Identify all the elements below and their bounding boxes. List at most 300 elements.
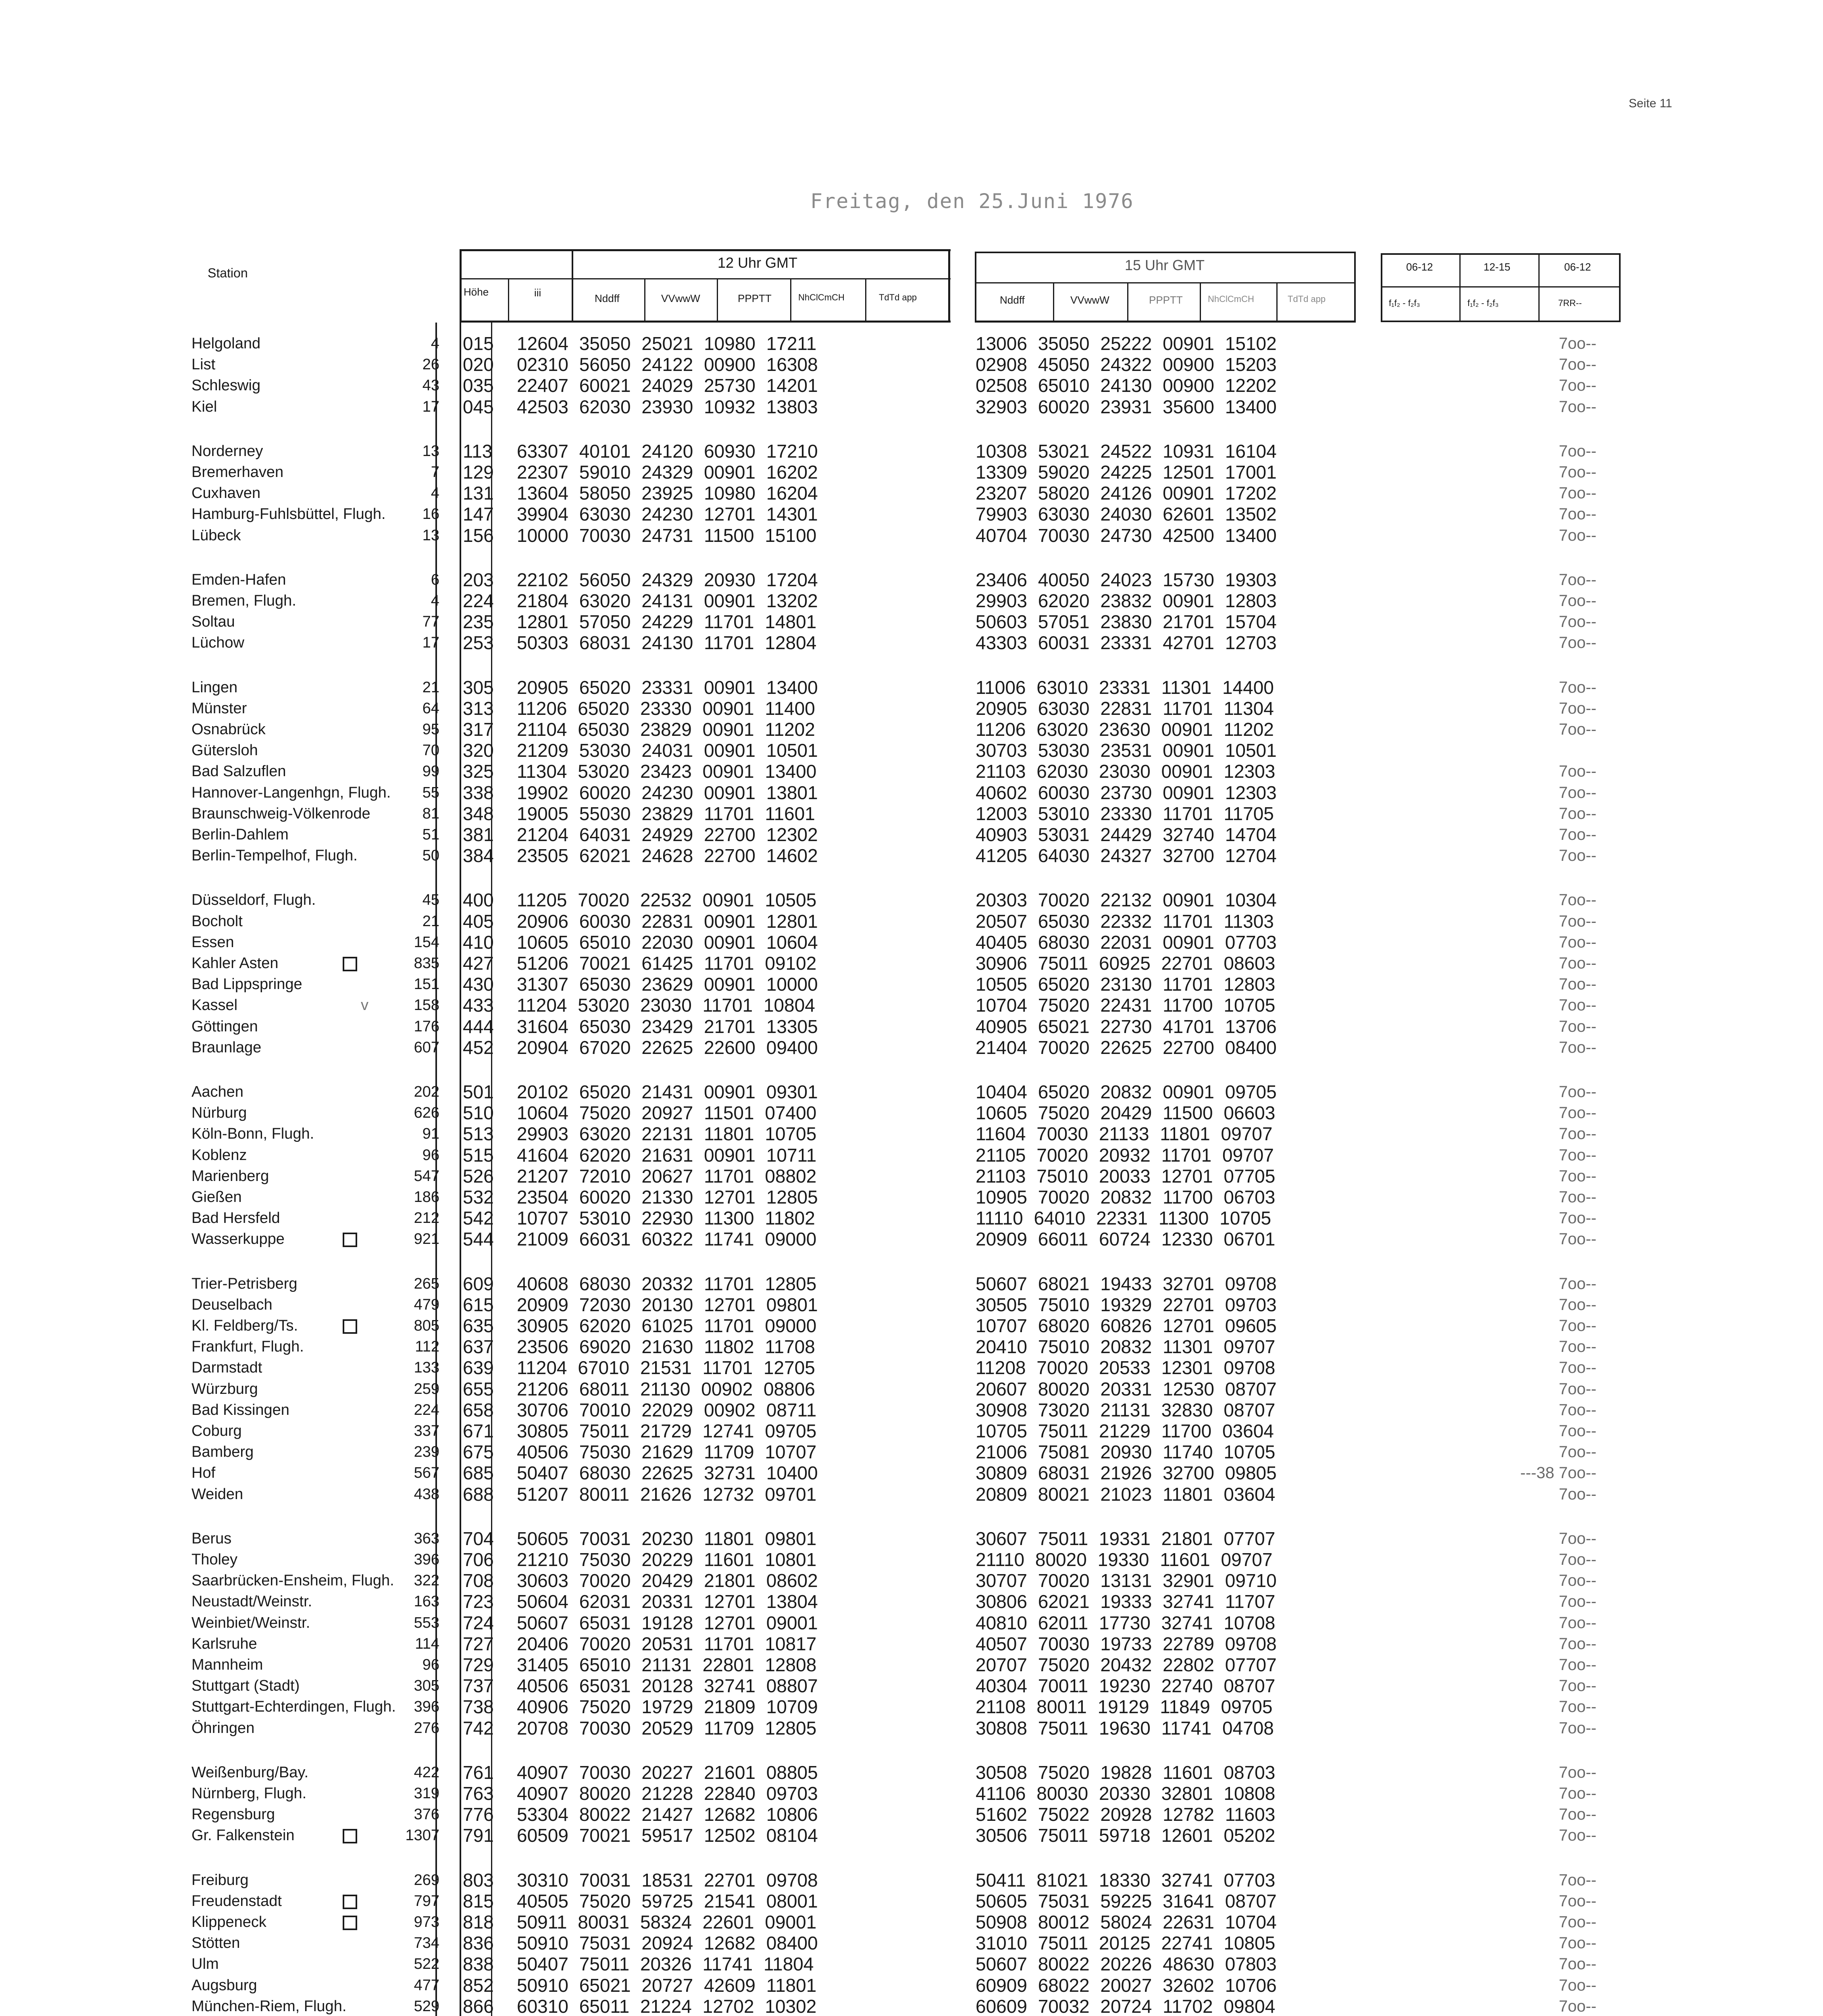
obs-15-utc: 30809 68031 21926 32700 09805: [976, 1462, 1277, 1484]
range-code: 7oo--: [1559, 1572, 1596, 1590]
obs-15-utc: 20707 75020 20432 22802 07707: [976, 1654, 1277, 1675]
station-name: Göttingen: [191, 1018, 258, 1035]
station-height: 239: [414, 1443, 439, 1461]
obs-15-utc: 10705 75011 21229 11700 03604: [976, 1420, 1274, 1441]
station-name: Braunschweig-Völkenrode: [191, 805, 370, 822]
station-name: Stötten: [191, 1935, 240, 1952]
obs-12-utc: 20909 72030 20130 12701 09801: [517, 1294, 818, 1315]
checkbox-icon: [343, 1916, 357, 1930]
range-code: 7oo--: [1559, 1806, 1596, 1824]
station-height: 224: [414, 1401, 439, 1418]
header-range-1: 06-12: [1406, 261, 1433, 273]
range-code: 7oo--: [1559, 1551, 1596, 1568]
station-iii: 444: [463, 1016, 494, 1037]
station-name: Tholey: [191, 1551, 238, 1568]
obs-15-utc: 40810 62011 17730 32741 10708: [976, 1612, 1276, 1633]
station-name: Bad Salzuflen: [191, 763, 286, 780]
obs-12-utc: 22102 56050 24329 20930 17204: [517, 569, 818, 590]
obs-15-utc: 50605 75031 59225 31641 08707: [976, 1890, 1277, 1912]
station-height: 438: [414, 1485, 439, 1503]
obs-15-utc: 32903 60020 23931 35600 13400: [976, 396, 1277, 417]
obs-15-utc: 20905 63030 22831 11701 11304: [976, 698, 1274, 719]
obs-15-utc: 02908 45050 24322 00900 15203: [976, 354, 1277, 375]
station-iii: 776: [463, 1804, 494, 1825]
station-name: Bremen, Flugh.: [191, 592, 296, 609]
station-height: 265: [414, 1275, 439, 1292]
station-iii: 384: [463, 845, 494, 866]
obs-15-utc: 11110 64010 22331 11300 10705: [976, 1208, 1272, 1229]
station-iii: 338: [463, 782, 494, 803]
station-iii: 305: [463, 677, 494, 698]
obs-15-utc: 50607 80022 20226 48630 07803: [976, 1954, 1277, 1975]
station-height: 6: [431, 571, 439, 588]
station-height: 112: [415, 1338, 439, 1356]
station-name: Neustadt/Weinstr.: [191, 1593, 312, 1610]
station-iii: 313: [463, 698, 494, 719]
station-height: 55: [422, 784, 439, 801]
obs-15-utc: 13309 59020 24225 12501 17001: [976, 462, 1277, 483]
station-height: 16: [422, 506, 439, 523]
station-iii: 637: [463, 1336, 494, 1358]
obs-15-utc: 11604 70030 21133 11801 09707: [976, 1123, 1273, 1145]
station-name: Lüchow: [191, 634, 244, 652]
obs-12-utc: 40506 75030 21629 11709 10707: [517, 1441, 817, 1463]
station-name: Köln-Bonn, Flugh.: [191, 1125, 314, 1143]
header-range-sub-2: f₁f₂ - f₂f₃: [1467, 298, 1499, 308]
range-code: 7oo--: [1559, 484, 1596, 502]
station-name: Nürnberg, Flugh.: [191, 1785, 307, 1802]
station-height: 553: [414, 1614, 439, 1631]
obs-12-utc: 50407 75011 20326 11741 11804: [517, 1954, 814, 1975]
range-code: 7oo--: [1559, 613, 1596, 631]
station-height: 322: [414, 1572, 439, 1589]
obs-15-utc: 30906 75011 60925 22701 08603: [976, 953, 1276, 974]
station-name: Weißenburg/Bay.: [191, 1764, 309, 1781]
range-code: 7oo--: [1559, 1209, 1596, 1227]
obs-12-utc: 31604 65030 23429 21701 13305: [517, 1016, 818, 1037]
range-code: 7oo--: [1559, 847, 1596, 865]
obs-12-utc: 50303 68031 24130 11701 12804: [517, 632, 817, 654]
obs-12-utc: 50604 62031 20331 12701 13804: [517, 1591, 818, 1612]
obs-15-utc: 20303 70020 22132 00901 10304: [976, 889, 1277, 911]
obs-12-utc: 20406 70020 20531 11701 10817: [517, 1633, 817, 1654]
station-height: 734: [414, 1935, 439, 1952]
page-label: Seite 11: [1629, 97, 1672, 110]
range-code: 7oo--: [1559, 1338, 1596, 1356]
obs-15-utc: 20909 66011 60724 12330 06701: [976, 1229, 1276, 1250]
obs-12-utc: 11204 53020 23030 11701 10804: [517, 995, 815, 1016]
station-height: 4: [431, 335, 439, 352]
station-iii: 526: [463, 1165, 494, 1187]
obs-15-utc: 30707 70020 13131 32901 09710: [976, 1570, 1277, 1591]
station-iii: 615: [463, 1294, 494, 1315]
station-iii: 147: [463, 504, 494, 525]
obs-12-utc: 20906 60030 22831 00901 12801: [517, 910, 818, 932]
station-iii: 348: [463, 803, 494, 824]
station-height: 259: [414, 1380, 439, 1397]
obs-15-utc: 40903 53031 24429 32740 14704: [976, 824, 1277, 845]
station-iii: 542: [463, 1208, 494, 1229]
obs-12-utc: 11304 53020 23423 00901 13400: [517, 761, 817, 782]
station-height: 17: [422, 634, 439, 652]
obs-15-utc: 29903 62020 23832 00901 12803: [976, 590, 1277, 611]
station-iii: 803: [463, 1869, 494, 1891]
obs-12-utc: 20905 65020 23331 00901 13400: [517, 677, 818, 698]
range-code: 7oo--: [1559, 1913, 1596, 1931]
obs-15-utc: 10905 70020 20832 11700 06703: [976, 1187, 1276, 1208]
obs-15-utc: 23406 40050 24023 15730 19303: [976, 569, 1277, 590]
range-code: 7oo--: [1559, 1167, 1596, 1185]
range-code: 7oo--: [1559, 1275, 1596, 1293]
obs-12-utc: 40907 70030 20227 21601 08805: [517, 1762, 818, 1783]
header-12-col-5: TdTd app: [879, 292, 917, 302]
station-height: 96: [422, 1656, 439, 1673]
obs-12-utc: 21207 72010 20627 11701 08802: [517, 1165, 817, 1187]
range-code: 7oo--: [1559, 1635, 1596, 1653]
obs-15-utc: 50908 80012 58024 22631 10704: [976, 1912, 1277, 1933]
station-height: 567: [414, 1464, 439, 1482]
station-name: Hamburg-Fuhlsbüttel, Flugh.: [191, 506, 386, 523]
obs-12-utc: 63307 40101 24120 60930 17210: [517, 440, 818, 462]
station-height: 4: [431, 592, 439, 609]
obs-12-utc: 50407 68030 22625 32731 10400: [517, 1462, 818, 1484]
range-code: 7oo--: [1559, 891, 1596, 909]
obs-12-utc: 19902 60020 24230 00901 13801: [517, 782, 818, 803]
checkbox-icon: [343, 957, 357, 971]
station-iii: 515: [463, 1144, 494, 1166]
range-code: 7oo--: [1559, 1719, 1596, 1737]
station-iii: 113: [463, 440, 493, 462]
station-height: 81: [422, 805, 439, 822]
header-15-col-2: VVwwW: [1070, 294, 1109, 306]
station-name: Gießen: [191, 1189, 242, 1206]
station-name: Nürburg: [191, 1104, 247, 1122]
station-height: 4: [431, 485, 439, 502]
obs-15-utc: 30703 53030 23531 00901 10501: [976, 740, 1277, 761]
range-code: 7oo--: [1559, 1443, 1596, 1461]
obs-12-utc: 21204 64031 24929 22700 12302: [517, 824, 818, 845]
station-height: 396: [414, 1698, 439, 1716]
header-15-col-3: PPPTT: [1149, 294, 1183, 306]
station-iii: 452: [463, 1037, 494, 1058]
obs-12-utc: 30706 70010 22029 00902 08711: [517, 1399, 817, 1420]
range-code: 7oo--: [1559, 1976, 1596, 1994]
obs-15-utc: 21108 80011 19129 11849 09705: [976, 1696, 1273, 1718]
station-name: Berlin-Tempelhof, Flugh.: [191, 847, 358, 864]
range-code: 7oo--: [1559, 463, 1596, 481]
range-code: 7oo--: [1559, 1785, 1596, 1802]
obs-12-utc: 12604 35050 25021 10980 17211: [517, 333, 817, 354]
obs-15-utc: 43303 60031 23331 42701 12703: [976, 632, 1277, 654]
obs-12-utc: 12801 57050 24229 11701 14801: [517, 611, 817, 633]
range-code: 7oo--: [1559, 592, 1596, 610]
station-iii: 410: [463, 931, 494, 953]
station-iii: 131: [463, 483, 494, 504]
station-iii: 675: [463, 1441, 494, 1463]
station-name: Kl. Feldberg/Ts.: [191, 1317, 298, 1334]
station-name: Gr. Falkenstein: [191, 1827, 295, 1844]
station-height: 607: [414, 1039, 439, 1056]
station-name: Hof: [191, 1464, 216, 1482]
station-name: Kassel: [191, 997, 238, 1014]
range-code: 7oo--: [1559, 1997, 1596, 2015]
station-name: Trier-Petrisberg: [191, 1275, 298, 1292]
station-name: Karlsruhe: [191, 1635, 257, 1652]
obs-12-utc: 20708 70030 20529 11709 12805: [517, 1717, 817, 1739]
obs-15-utc: 21404 70020 22625 22700 08400: [976, 1037, 1277, 1058]
station-iii: 400: [463, 889, 494, 911]
station-iii: 544: [463, 1229, 494, 1250]
obs-15-utc: 11208 70020 20533 12301 09708: [976, 1357, 1276, 1379]
station-height: 64: [422, 700, 439, 717]
station-iii: 427: [463, 953, 494, 974]
obs-15-utc: 10404 65020 20832 00901 09705: [976, 1081, 1277, 1102]
station-iii: 738: [463, 1696, 494, 1718]
range-code: 7oo--: [1559, 804, 1596, 823]
station-name: Kiel: [191, 398, 217, 415]
obs-12-utc: 29903 63020 22131 11801 10705: [517, 1123, 817, 1145]
range-code: 7oo--: [1559, 1656, 1596, 1674]
header-group-12: 12 Uhr GMT: [718, 254, 798, 271]
range-code: 7oo--: [1559, 1017, 1596, 1035]
station-iii: 763: [463, 1783, 494, 1804]
header-station: Station: [208, 266, 248, 280]
obs-15-utc: 20607 80020 20331 12530 08707: [976, 1378, 1277, 1400]
range-code: 7oo--: [1559, 571, 1596, 589]
obs-15-utc: 40905 65021 22730 41701 13706: [976, 1016, 1277, 1037]
station-height: 921: [414, 1231, 439, 1248]
range-code: 7oo--: [1559, 975, 1596, 993]
station-name: Kahler Asten: [191, 955, 279, 972]
range-code: 7oo--: [1559, 783, 1596, 802]
station-name: Cuxhaven: [191, 485, 261, 502]
station-iii: 405: [463, 910, 494, 932]
range-code: 7oo--: [1559, 996, 1596, 1014]
obs-15-utc: 60609 70032 20724 11702 09804: [976, 1995, 1276, 2016]
range-code: 7oo--: [1559, 505, 1596, 523]
obs-15-utc: 30505 75010 19329 22701 09703: [976, 1294, 1277, 1315]
station-name: Deuselbach: [191, 1296, 273, 1313]
date-title: Freitag, den 25.Juni 1976: [810, 190, 1134, 213]
station-height: 422: [414, 1764, 439, 1781]
obs-15-utc: 30908 73020 21131 32830 08707: [976, 1399, 1276, 1420]
station-height: 269: [414, 1871, 439, 1889]
station-iii: 723: [463, 1591, 494, 1612]
station-name: Mannheim: [191, 1656, 263, 1673]
station-name: Münster: [191, 700, 247, 717]
obs-15-utc: 60909 68022 20027 32602 10706: [976, 1974, 1277, 1996]
obs-12-utc: 11205 70020 22532 00901 10505: [517, 889, 817, 911]
obs-15-utc: 51602 75022 20928 12782 11603: [976, 1804, 1276, 1825]
station-name: Darmstadt: [191, 1359, 262, 1377]
station-name: Klippeneck: [191, 1914, 266, 1931]
obs-15-utc: 30808 75011 19630 11741 04708: [976, 1717, 1274, 1739]
obs-15-utc: 10308 53021 24522 10931 16104: [976, 440, 1277, 462]
station-name: Düsseldorf, Flugh.: [191, 891, 316, 909]
range-code: 7oo--: [1559, 912, 1596, 930]
station-height: 522: [414, 1956, 439, 1973]
station-iii: 156: [463, 525, 494, 546]
range-code: 7oo--: [1559, 1698, 1596, 1716]
station-height: 51: [422, 826, 439, 843]
header-15-col-5: TdTd app: [1288, 294, 1326, 304]
station-iii: 838: [463, 1954, 494, 1975]
obs-15-utc: 40507 70030 19733 22789 09708: [976, 1633, 1277, 1654]
station-name: Norderney: [191, 442, 263, 460]
obs-15-utc: 11006 63010 23331 11301 14400: [976, 677, 1274, 698]
range-code: 7oo--: [1559, 1763, 1596, 1781]
station-iii: 727: [463, 1633, 494, 1654]
obs-12-utc: 10605 65010 22030 00901 10604: [517, 931, 818, 953]
obs-12-utc: 41604 62020 21631 00901 10711: [517, 1144, 817, 1166]
obs-15-utc: 31010 75011 20125 22741 10805: [976, 1933, 1276, 1954]
station-iii: 708: [463, 1570, 494, 1591]
obs-12-utc: 11206 65020 23330 00901 11400: [517, 698, 815, 719]
range-code: 7oo--: [1559, 442, 1596, 460]
station-name: Bad Kissingen: [191, 1401, 289, 1418]
station-height: 186: [414, 1189, 439, 1206]
station-name: Freudenstadt: [191, 1892, 282, 1910]
obs-12-utc: 10604 75020 20927 11501 07400: [517, 1102, 817, 1124]
range-code: 7oo--: [1559, 1934, 1596, 1952]
range-code: 7oo--: [1559, 1188, 1596, 1206]
station-name: Öhringen: [191, 1719, 255, 1737]
obs-15-utc: 11206 63020 23630 00901 11202: [976, 719, 1274, 740]
range-code: ---38 7oo--: [1520, 1464, 1596, 1482]
obs-15-utc: 41205 64030 24327 32700 12704: [976, 845, 1277, 866]
station-height: 477: [414, 1976, 439, 1994]
station-height: 547: [414, 1167, 439, 1185]
range-code: 7oo--: [1559, 678, 1596, 696]
obs-15-utc: 21110 80020 19330 11601 09707: [976, 1549, 1273, 1570]
obs-12-utc: 21804 63020 24131 00901 13202: [517, 590, 818, 611]
station-iii: 742: [463, 1717, 494, 1739]
obs-15-utc: 30607 75011 19331 21801 07707: [976, 1528, 1276, 1549]
station-height: 212: [414, 1210, 439, 1227]
station-name: Wasserkuppe: [191, 1231, 285, 1248]
obs-12-utc: 53304 80022 21427 12682 10806: [517, 1804, 818, 1825]
obs-12-utc: 23504 60020 21330 12701 12805: [517, 1187, 818, 1208]
station-iii: 020: [463, 354, 494, 375]
obs-15-utc: 40304 70011 19230 22740 08707: [976, 1675, 1276, 1697]
range-code: 7oo--: [1559, 398, 1596, 416]
station-name: Stuttgart (Stadt): [191, 1677, 300, 1695]
station-iii: 818: [463, 1912, 494, 1933]
station-height: 973: [414, 1914, 439, 1931]
obs-12-utc: 23506 69020 21630 11802 11708: [517, 1336, 815, 1358]
obs-12-utc: 31307 65030 23629 00901 10000: [517, 974, 818, 995]
station-iii: 129: [463, 462, 494, 483]
obs-15-utc: 21103 75010 20033 12701 07705: [976, 1165, 1276, 1187]
checkbox-icon: [343, 1895, 357, 1909]
station-height: 70: [422, 742, 439, 759]
station-name: Augsburg: [191, 1976, 257, 1994]
station-iii: 015: [463, 333, 494, 354]
obs-12-utc: 51206 70021 61425 11701 09102: [517, 953, 817, 974]
station-height: 133: [414, 1359, 439, 1377]
station-height: 91: [422, 1125, 439, 1143]
station-iii: 635: [463, 1315, 494, 1336]
obs-12-utc: 50911 80031 58324 22601 09001: [517, 1912, 817, 1933]
station-iii: 035: [463, 375, 494, 396]
station-name: Lingen: [191, 679, 238, 696]
station-name: Gütersloh: [191, 742, 258, 759]
obs-12-utc: 30905 62020 61025 11701 09000: [517, 1315, 817, 1336]
station-iii: 510: [463, 1102, 494, 1124]
station-height: 176: [414, 1018, 439, 1035]
station-name: Berus: [191, 1530, 232, 1547]
range-code: 7oo--: [1559, 1422, 1596, 1440]
obs-15-utc: 50607 68021 19433 32701 09708: [976, 1273, 1277, 1294]
obs-12-utc: 20904 67020 22625 22600 09400: [517, 1037, 818, 1058]
station-height: 7: [431, 464, 439, 481]
obs-15-utc: 10605 75020 20429 11500 06603: [976, 1102, 1276, 1124]
header-iii: iii: [534, 287, 541, 299]
station-height: 1307: [405, 1827, 439, 1844]
station-iii: 704: [463, 1528, 494, 1549]
station-iii: 501: [463, 1081, 494, 1102]
obs-15-utc: 10505 65020 23130 11701 12803: [976, 974, 1276, 995]
header-12-col-2: VVwwW: [661, 292, 700, 304]
station-name: Osnabrück: [191, 721, 266, 738]
range-code: 7oo--: [1559, 933, 1596, 951]
obs-12-utc: 30603 70020 20429 21801 08602: [517, 1570, 818, 1591]
station-height: 45: [422, 891, 439, 909]
station-iii: 688: [463, 1483, 494, 1505]
range-code: 7oo--: [1559, 335, 1596, 352]
obs-12-utc: 21206 68011 21130 00902 08806: [517, 1378, 815, 1400]
station-mark: v: [361, 997, 368, 1014]
range-code: 7oo--: [1559, 526, 1596, 544]
station-name: Bamberg: [191, 1443, 254, 1461]
station-height: 319: [414, 1785, 439, 1802]
station-iii: 866: [463, 1995, 494, 2016]
header-range-3: 06-12: [1564, 261, 1591, 273]
station-height: 835: [414, 955, 439, 972]
obs-15-utc: 10704 75020 22431 11700 10705: [976, 995, 1276, 1016]
header-12-col-1: Nddff: [595, 292, 620, 304]
station-name: Bremerhaven: [191, 464, 284, 481]
range-code: 7oo--: [1559, 1380, 1596, 1398]
station-iii: 655: [463, 1378, 494, 1400]
station-height: 305: [414, 1677, 439, 1695]
obs-12-utc: 39904 63030 24230 12701 14301: [517, 504, 818, 525]
header-hoehe: Höhe: [464, 286, 489, 298]
station-height: 626: [414, 1104, 439, 1122]
range-code: 7oo--: [1559, 1871, 1596, 1889]
obs-12-utc: 10000 70030 24731 11500 15100: [517, 525, 817, 546]
obs-12-utc: 21104 65030 23829 00901 11202: [517, 719, 815, 740]
obs-12-utc: 42503 62030 23930 10932 13803: [517, 396, 818, 417]
header-range-sub-3: 7RR--: [1558, 298, 1582, 308]
obs-12-utc: 20102 65020 21431 00901 09301: [517, 1081, 818, 1102]
obs-12-utc: 22407 60021 24029 25730 14201: [517, 375, 818, 396]
range-code: 7oo--: [1559, 1677, 1596, 1695]
station-iii: 609: [463, 1273, 494, 1294]
station-height: 158: [414, 997, 439, 1014]
station-height: 21: [422, 679, 439, 696]
station-height: 151: [414, 976, 439, 993]
obs-12-utc: 60509 70021 59517 12502 08104: [517, 1825, 818, 1846]
obs-15-utc: 02508 65010 24130 00900 12202: [976, 375, 1277, 396]
station-name: Bad Lippspringe: [191, 976, 302, 993]
station-iii: 320: [463, 740, 494, 761]
obs-12-utc: 31405 65010 21131 22801 12808: [517, 1654, 817, 1675]
checkbox-icon: [343, 1829, 357, 1843]
station-height: 17: [422, 398, 439, 415]
station-name: Emden-Hafen: [191, 571, 286, 588]
obs-15-utc: 30506 75011 59718 12601 05202: [976, 1825, 1276, 1846]
